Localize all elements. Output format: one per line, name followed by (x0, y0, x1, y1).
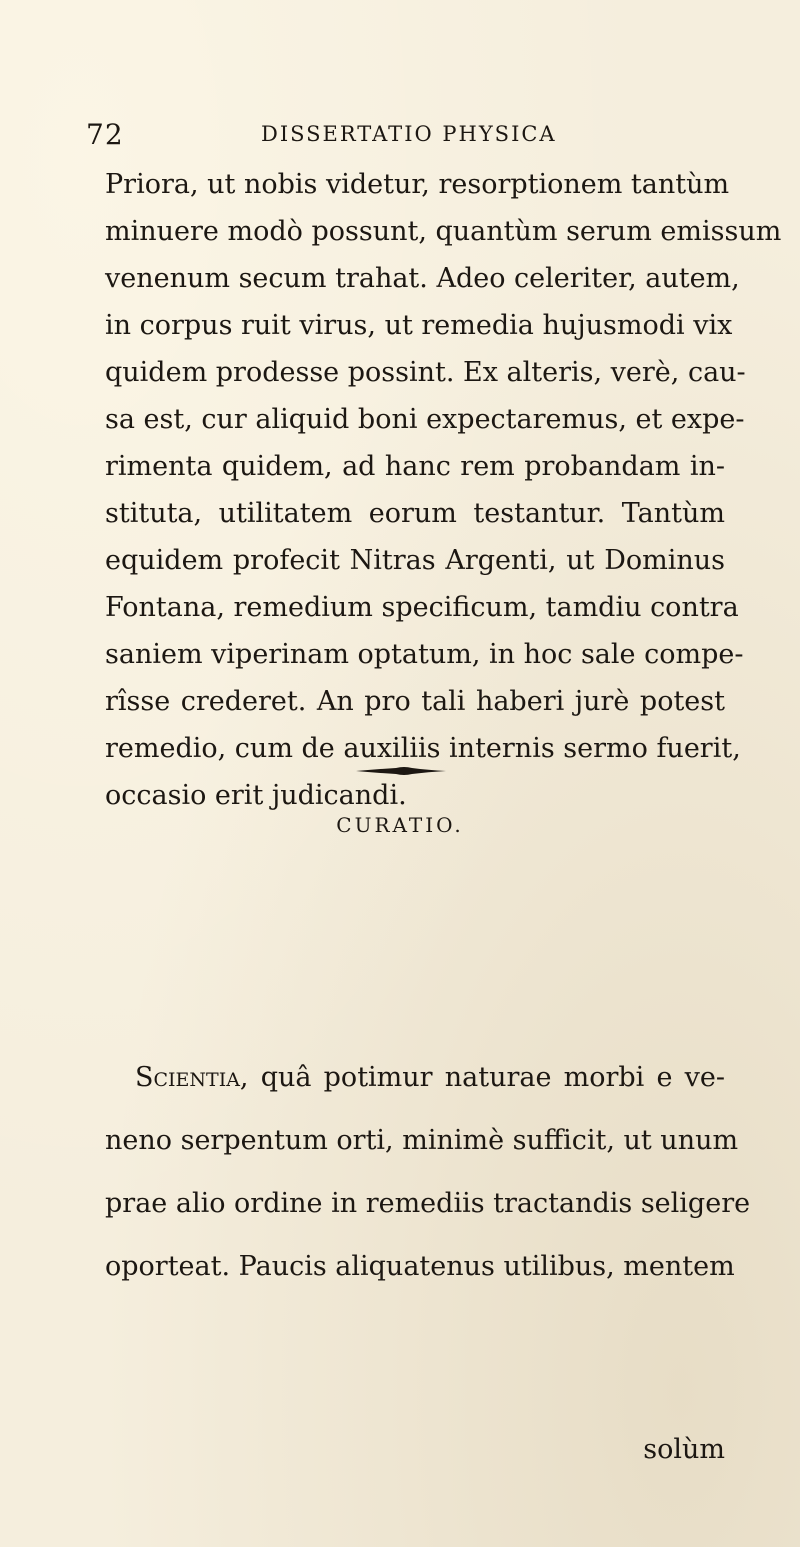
text-fragment: quâ potimur naturae morbi e ve- (248, 1062, 725, 1093)
text-line: Priora, ut nobis videtur, resorptionem tantùm (105, 169, 730, 200)
text-line: neno serpentum orti, minimè sufficit, ut unum (105, 1125, 739, 1156)
text-line: quidem prodesse possint. Ex alteris, verè, cau- (105, 357, 746, 388)
running-head: DISSERTATIO PHYSICA (261, 122, 557, 146)
page-number: 72 (86, 118, 124, 151)
text-line: prae alio ordine in remediis tractandis seligere (105, 1188, 751, 1219)
text-line: equidem profecit Nitras Argenti, ut Dominus (105, 545, 725, 576)
text-line: oporteat. Paucis aliquatenus utilibus, mentem (105, 1251, 735, 1282)
text-line: rimenta quidem, ad hanc rem probandam in- (105, 451, 725, 482)
text-line (135, 1058, 725, 1098)
section-heading: CURATIO. (336, 813, 464, 837)
text-line: rîsse crederet. An pro tali haberi jurè potest (105, 686, 725, 717)
text-line: Fontana, remedium specificum, tamdiu contra (105, 592, 739, 623)
text-line: stituta, utilitatem eorum testantur. Tantùm (105, 498, 725, 529)
text-line: venenum secum trahat. Adeo celeriter, autem, (105, 263, 740, 294)
text-line: in corpus ruit virus, ut remedia hujusmodi vix (105, 310, 733, 341)
text-line: saniem viperinam optatum, in hoc sale compe- (105, 639, 744, 670)
catchword: solùm (643, 1434, 725, 1465)
text-line: sa est, cur aliquid boni expectaremus, et expe- (105, 404, 745, 435)
text-line: occasio erit judicandi. (105, 780, 407, 811)
text-line: remedio, cum de auxiliis internis sermo fuerit, (105, 733, 741, 764)
text-line: minuere modò possunt, quantùm serum emissum (105, 216, 782, 247)
page-header (86, 118, 706, 158)
small-caps-lead: Scientia, (135, 1062, 249, 1093)
section-divider-ornament (356, 765, 446, 777)
